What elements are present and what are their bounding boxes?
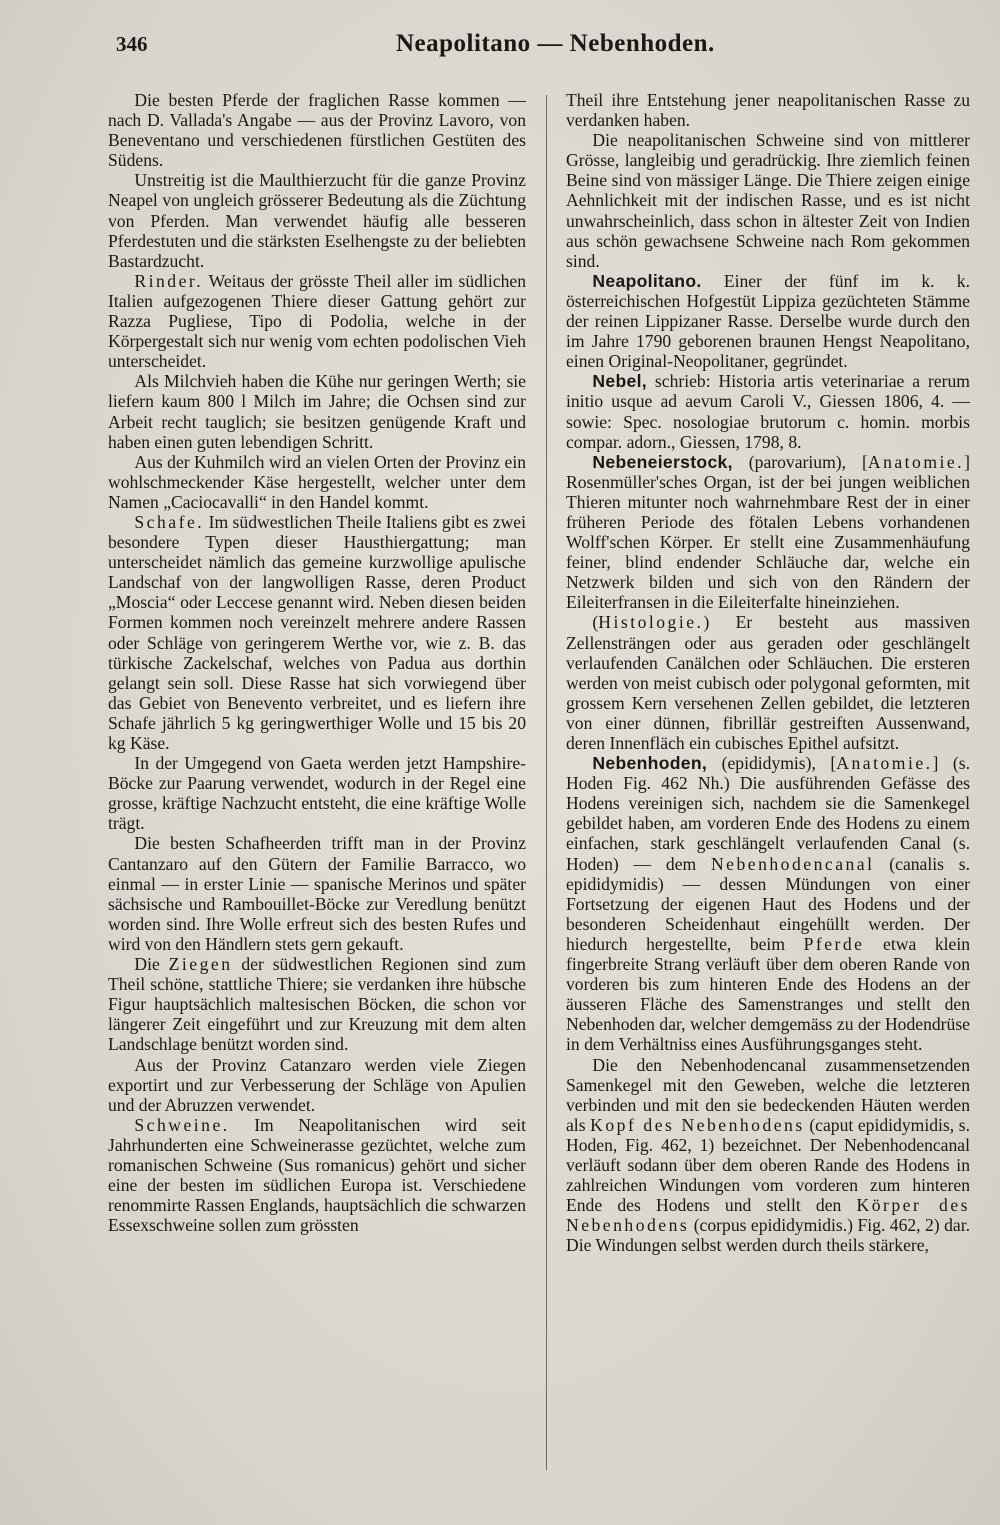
entry-text: (corpus epididymidis.) Fig. 462, 2) dar. Die Windungen selbst werden durch theils stärkere,	[566, 1215, 970, 1256]
entry-nebeneierstock	[566, 452, 970, 613]
entry-text: ] Rosenmüller'sches Organ, ist der bei jungen weiblichen Thieren mitunter noch wahrnehmbare Rest der in einer früheren Periode des fötalen Lebens vorhandenen Wolff'schen Körper. Er stellt eine Zusammenhäufung feiner, blind endender Schläuche dar, welche ein Netzwerk bilden und sich von den Rändern der Eileiterfransen in die Eileiterfalte hineinziehen.	[566, 451, 970, 613]
entry-text: (epididymis), [	[707, 753, 837, 774]
entry-nebenhoden	[566, 753, 970, 1054]
paragraph: Die besten Schafheerden trifft man in der Provinz Cantanzaro auf den Gütern der Familie Barracco, wo einmal — in erster Linie — spanische Merinos und später sächsische und Rambouillet-Böcke zur Veredlung benützt worden sind. Ihre Wolle erfreut sich des besten Rufes und wird von den Händlern stets gern gekauft.	[108, 833, 526, 954]
paragraph	[566, 1055, 970, 1256]
entry-text: (caput epididymidis, s. Hoden, Fig. 462, 1) bezeichnet. Der Nebenhodencanal verläuft sodann über dem oberen Rande des Hodens in zahlreichen Windungen vom vorderen zum hinteren Ende des Hodens und stellt den	[566, 1114, 970, 1216]
entry-text: Die den Nebenhodencanal zusammensetzenden Samenkegel mit den Geweben, welche die letzteren verbinden und mit den sie bedeckenden Häuten werden als	[566, 1054, 970, 1135]
paragraph: Aus der Kuhmilch wird an vielen Orten der Provinz ein wohlschmeckender Käse hergestellt, welcher unter dem Namen „Caciocavalli“ in den Handel kommt.	[108, 451, 526, 512]
paragraph: Als Milchvieh haben die Kühe nur geringen Werth; sie liefern kaum 800 l Milch im Jahre; die Ochsen sind zur Arbeit recht tauglich; sie besitzen genügende Kraft und haben einen guten lebendigen Schritt.	[108, 371, 526, 452]
entry-text: (parovarium), [	[732, 451, 868, 472]
paragraph: Theil ihre Entstehung jener neapolitanischen Rasse zu verdanken haben.	[566, 90, 970, 131]
paragraph-text: Die	[134, 954, 169, 975]
paragraph: Aus der Provinz Catanzaro werden viele Ziegen exportirt und zur Verbesserung der Schläge von Apulien und der Abruzzen verwendet.	[108, 1054, 526, 1115]
entry-text: etwa klein fingerbreite Strang verläuft über dem oberen Rande von vorderen bis zum hinteren Ende des Hodens an der äusseren Fläche des Samenstranges und stellt den Nebenhoden dar, welcher demgemäss zu der Hodendrüse in dem Verhältniss eines Ausführungsganges steht.	[566, 933, 970, 1055]
running-title: Neapolitano — Nebenhoden.	[396, 30, 715, 57]
entry-headword: Nebeneierstock,	[592, 451, 733, 472]
paragraph: Die neapolitanischen Schweine sind von mittlerer Grösse, langleibig und geradrückig. Ihre ziemlich feinen Beine sind von mässiger Länge. Die Thiere zeigen einige Aehnlichkeit mit der indischen Rasse, und es ist nicht unwahrscheinlich, dass schon in ältester Zeit von Indien aus schön gewachsene Schweine nach Rom gekommen sind.	[566, 130, 970, 271]
subject-label: Anatomie.	[867, 451, 965, 472]
paragraph-text: Im Neapolitanischen wird seit Jahrhunderten eine Schweinerasse gezüchtet, welche zum romanischen Schweine (Sus romanicus) gehört und sicher eine der besten im südlichen Europa ist. Verschiedene renommirte Rassen Englands, hauptsächlich die schwarzen Essexschweine sollen zum grössten	[108, 1114, 526, 1236]
page-number: 346	[116, 32, 148, 56]
section-heading-schafe: Schafe.	[134, 511, 205, 532]
paragraph	[566, 612, 970, 753]
paragraph	[108, 512, 526, 753]
entry-text: Einer der fünf im k. k. österreichischen Hofgestüt Lippiza gezüchteten Stämme der reinen Lippizaner Rasse. Derselbe wurde durch den im Jahre 1790 geborenen braunen Hengst Neapolitano, einen Original-Neopolitaner, gegründet.	[566, 270, 970, 372]
entry-nebel	[566, 371, 970, 451]
paragraph: In der Umgegend von Gaeta werden jetzt Hampshire-Böcke zur Paarung verwendet, wodurch in der Regel eine grosse, kräftige Nachzucht entsteht, die eine kräftige Wolle trägt.	[108, 753, 526, 834]
paragraph: Unstreitig ist die Maulthierzucht für die ganze Provinz Neapel von ungleich grösserer Bedeutung als die Züchtung von Pferden. Man verwendet häufig alle besseren Pferdestuten und die stärksten Eselhengste zu der beliebten Bastardzucht.	[108, 170, 526, 271]
entry-text: ] (s. Hoden Fig. 462 Nh.) Die ausführenden Gefässe des Hodens vereinigen sich, nachdem sie die Samenkegel gebildet haben, am vorderen Ende des Hodens zu einem einfachen, stark geschlängelt verlaufenden Canal (s. Hoden) — dem	[566, 753, 970, 874]
page-header	[0, 30, 1000, 70]
paragraph-text: Weitaus der grösste Theil aller im südlichen Italien aufgezogenen Thiere dieser Gattung gehört zur Razza Pugliese, Tipo di Podolia, welche in der Körpergestalt sich nur wenig vom echten podolischen Vieh unterscheidet.	[108, 270, 526, 372]
left-column	[108, 90, 526, 1235]
entry-text: ) Er besteht aus massiven Zellensträngen oder aus geraden oder geschlängelt verlaufenden Canälchen oder Schläuchen. Die ersteren werden von meist cubisch oder polygonal geformten, mit grossem Kern versehenen Zellen gebildet, die letzteren von einer dünnen, fibrillär gestreiften Aussenwand, deren Innenfläch ein cubisches Epithel aufsitzt.	[566, 612, 970, 753]
paragraph	[108, 954, 526, 1054]
spaced-term: Pferde	[803, 933, 865, 954]
section-heading-ziegen: Ziegen	[168, 954, 233, 975]
spaced-term: Körper des Nebenhodens	[566, 1195, 970, 1236]
entry-text: schrieb: Historia artis veterinariae a rerum initio usque ad aevum Caroli V., Giessen 1806, 4. — sowie: Spec. nosologiae brutorum c. homin. morbis compar. adorn., Giessen, 1798, 8.	[566, 371, 970, 452]
subject-label: Histologie.	[598, 612, 704, 633]
spaced-term: Nebenhodencanal	[710, 853, 875, 874]
entry-neapolitano	[566, 271, 970, 371]
paragraph: Die besten Pferde der fraglichen Rasse kommen — nach D. Vallada's Angabe — aus der Provinz Lavoro, von Beneventano und verschiedenen fürstlichen Gestüten des Südens.	[108, 90, 526, 171]
column-divider	[546, 95, 547, 1470]
section-heading-rinder: Rinder.	[134, 270, 204, 291]
entry-headword: Nebenhoden,	[592, 753, 708, 774]
entry-headword: Neapolitano.	[592, 270, 702, 291]
entry-text: (	[592, 612, 599, 633]
right-column	[566, 90, 970, 1255]
paragraph-text: Im südwestlichen Theile Italiens gibt es zwei besondere Typen dieser Hausthiergattung; man unterscheidet nämlich das gemeine kurzwollige apulische Landschaf von der langwolligen Rasse, deren Product „Moscia“ oder Leccese genannt wird. Neben diesen beiden Formen kommen noch vereinzelt mehrere andere Rassen oder Schläge von geringerem Werthe vor, wie z. B. das türkische Zackelschaf, welches von Padua aus dorthin gelangt sein soll. Diese Rasse hat sich vorwiegend über das Gebiet von Benevento verbreitet, und es liefern ihre Schafe jährlich 5 kg geringwerthiger Wolle und 15 bis 20 kg Käse.	[108, 511, 526, 753]
spaced-term: Kopf des Nebenhodens	[590, 1114, 805, 1135]
paragraph	[108, 271, 526, 371]
entry-text: (canalis s. epididymidis) — dessen Mündungen von einer Fortsetzung der eigenen Haut des Hodens und der besonderen Scheidenhaut eingehüllt werden. Der hiedurch hergestellte, beim	[566, 853, 970, 954]
subject-label: Anatomie.	[836, 753, 933, 774]
paragraph-text: der südwestlichen Regionen sind zum Theil schöne, stattliche Thiere; sie verdanken ihre hübsche Figur hauptsächlich maltesischen Böcken, die schon vor längerer Zeit eingeführt und zur Kreuzung mit dem alten Landschlage benützt worden sind.	[108, 954, 526, 1055]
section-heading-schweine: Schweine.	[134, 1114, 230, 1135]
paragraph	[108, 1115, 526, 1236]
entry-headword: Nebel,	[592, 371, 647, 392]
